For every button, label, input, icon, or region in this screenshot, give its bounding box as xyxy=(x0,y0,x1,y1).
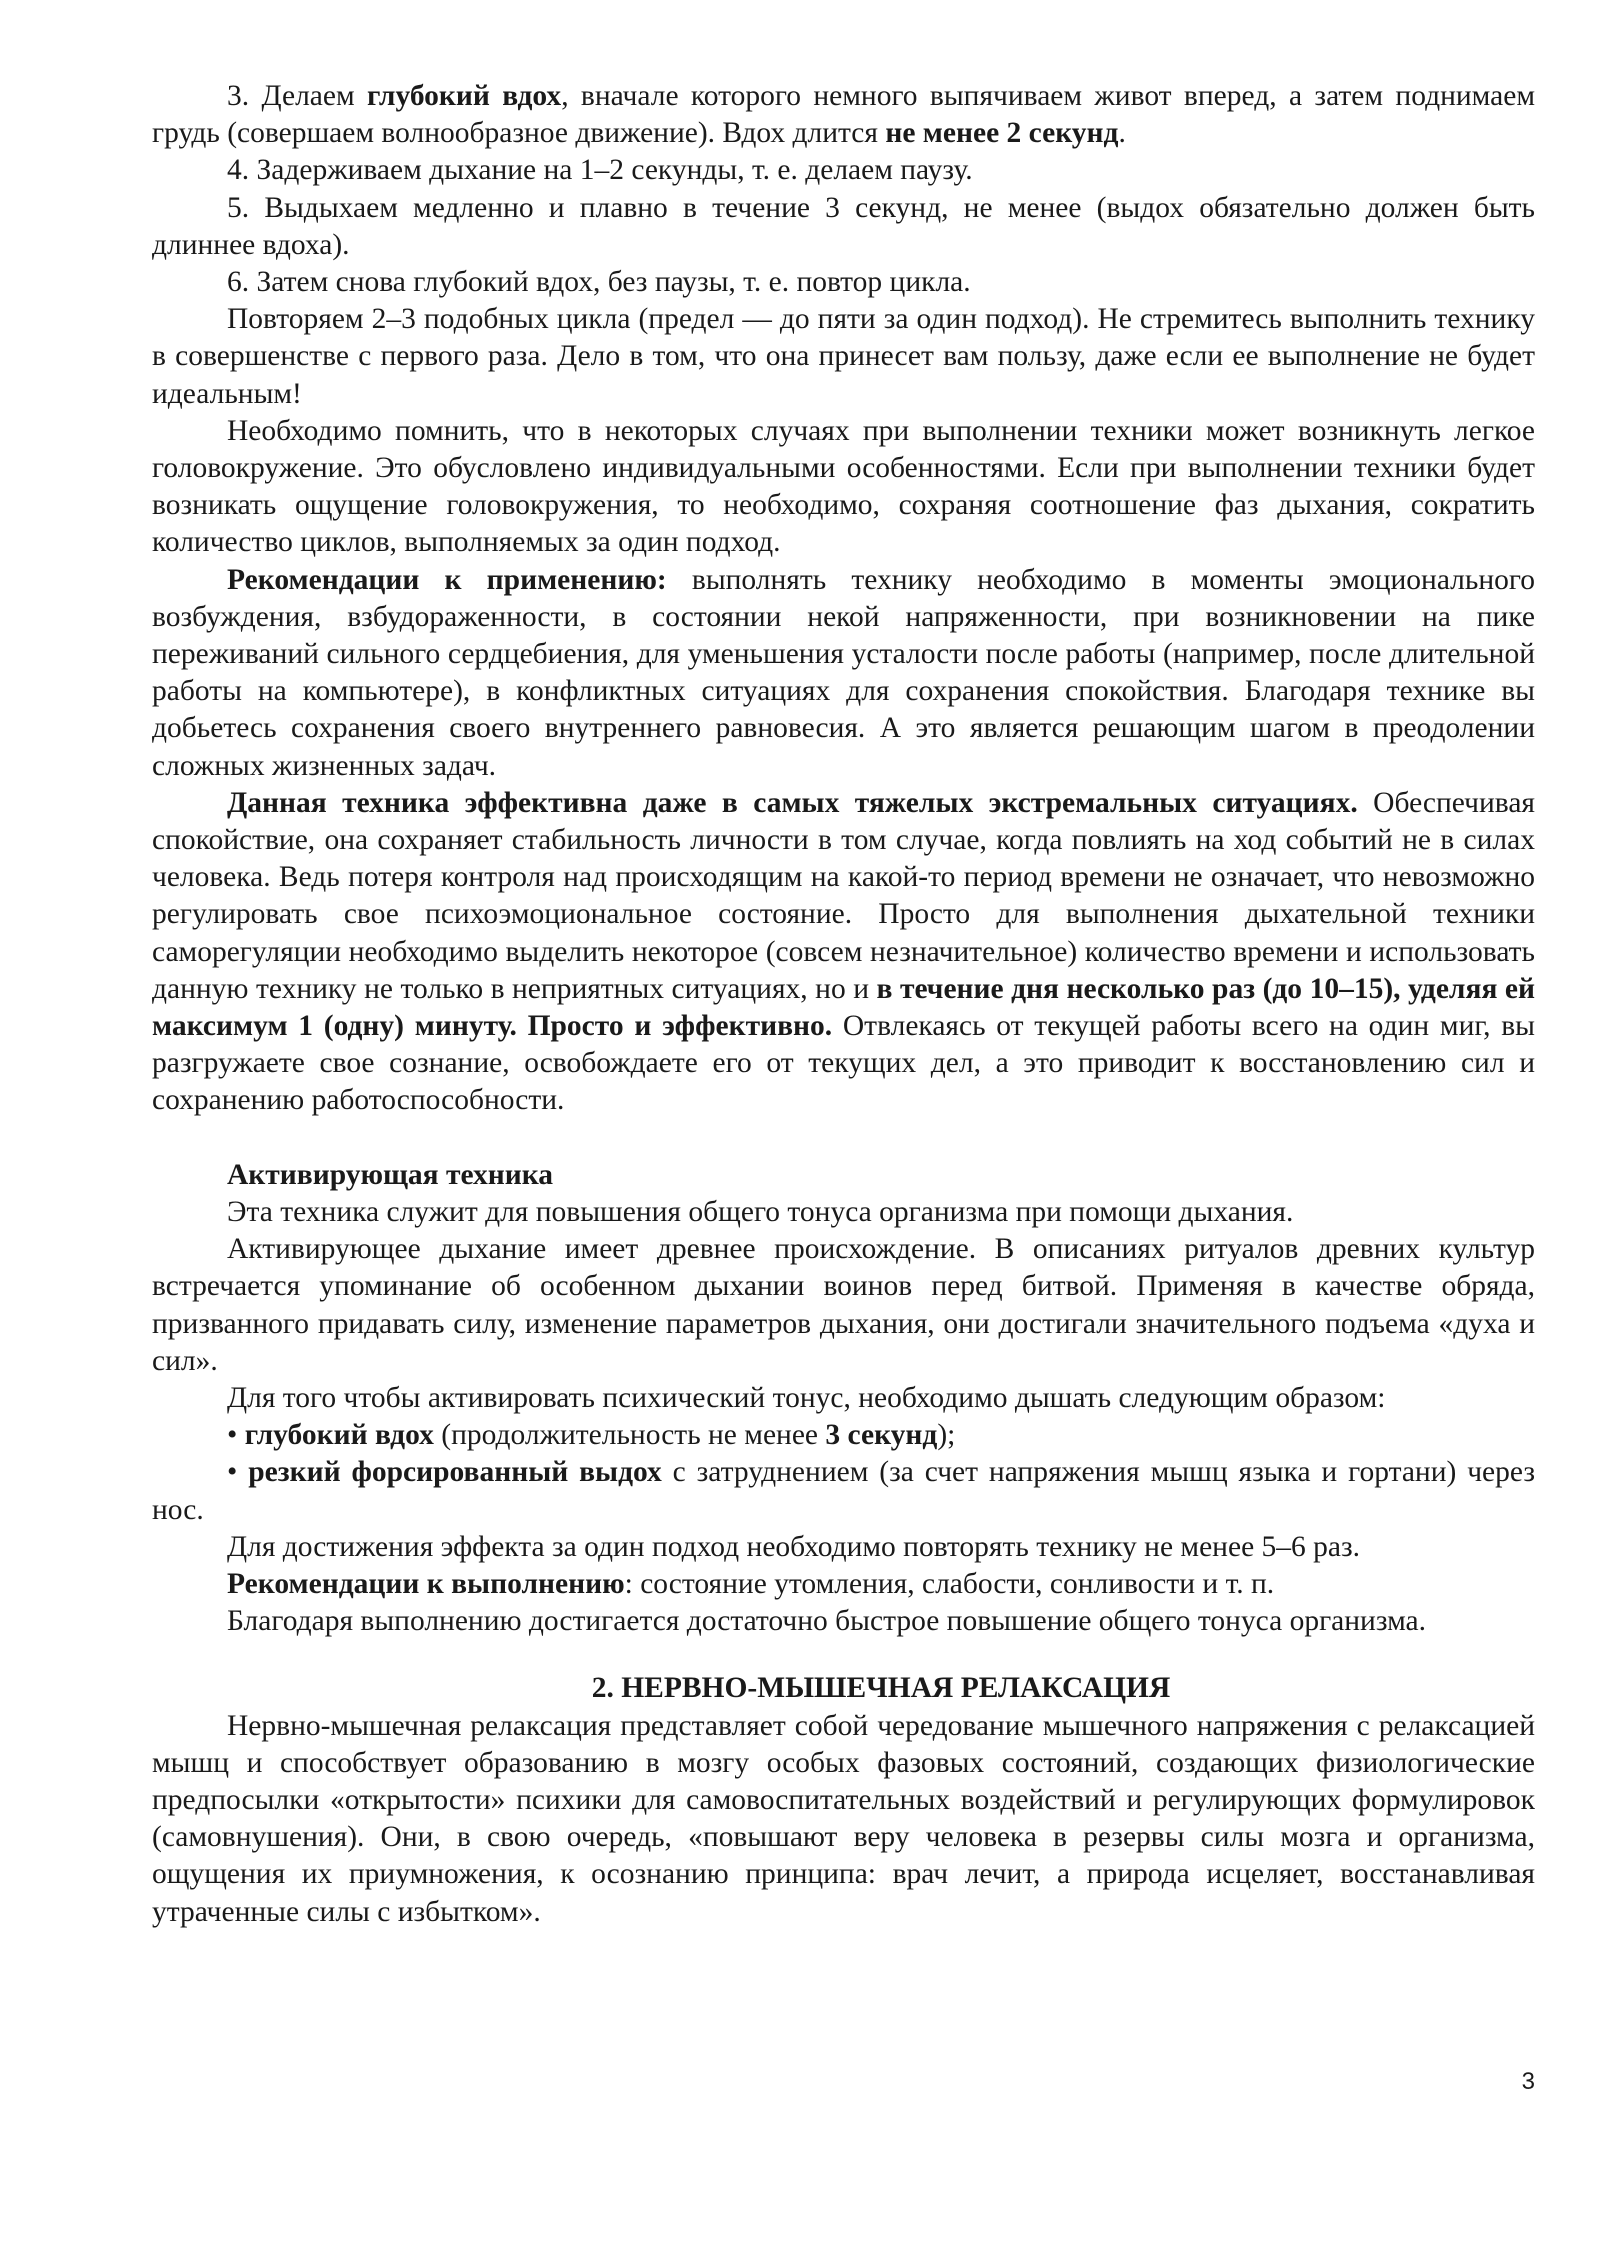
bold-text: в течение дня несколько раз (до 10–15), уделяя ей максимум 1 (одну) минуту. Просто и эффективно. xyxy=(152,972,1536,1043)
text-run: (продолжительность не менее xyxy=(433,1419,826,1452)
paragraph xyxy=(152,152,1535,189)
bold-text: глубокий вдох xyxy=(367,80,562,112)
spacer xyxy=(152,1120,1535,1157)
body-text-relaxation xyxy=(152,1708,1535,1931)
text-run: , вначале которого немного выпячиваем живот вперед, а затем поднимаем грудь (совершаем волнообразное движение). Вдох длится xyxy=(152,80,1536,150)
text-run: Благодаря выполнению достигается достаточно быстрое повышение общего тонуса организма. xyxy=(227,1605,1427,1638)
paragraph xyxy=(152,785,1535,1120)
paragraph xyxy=(152,301,1535,413)
paragraph xyxy=(152,1603,1535,1640)
paragraph xyxy=(152,1454,1535,1528)
document-page xyxy=(152,78,1535,1931)
page-number: 3 xyxy=(1521,2068,1535,2095)
bold-text: резкий форсированный выдох xyxy=(248,1456,662,1489)
text-run: . xyxy=(1118,117,1126,150)
text-run: 3. Делаем xyxy=(227,80,368,112)
bold-text: 3 секунд xyxy=(825,1419,938,1452)
text-run: ); xyxy=(937,1419,956,1452)
paragraph xyxy=(152,1231,1535,1380)
spacer xyxy=(152,1640,1535,1670)
paragraph xyxy=(152,1529,1535,1566)
text-run: Для достижения эффекта за один подход необходимо повторять технику не менее 5–6 раз. xyxy=(227,1530,1361,1563)
paragraph xyxy=(152,1194,1535,1231)
text-run: Отвлекаясь от текущей работы всего на один миг, вы разгружаете свое сознание, освобождаете его от текущих дел, а это приводит к восстановлению сил и сохранению работоспособности. xyxy=(152,1010,1535,1117)
text-run: выполнять технику необходимо в моменты эмоционального возбуждения, взбудораженности, в состоянии некой напряженности, при возникновении на пике переживаний сильного сердцебиения, для уменьшения усталости после работы (например, после длительной работы на компьютере), в конфликтных ситуациях для сохранения спокойствия. Благодаря технике вы добьетесь сохранения своего внутреннего равновесия. А это является решающим шагом в преодолении сложных жизненных задач. xyxy=(152,563,1536,782)
paragraph xyxy=(152,1566,1535,1603)
bold-text: глубокий вдох xyxy=(244,1419,434,1452)
section-heading-activating: Активирующая техника xyxy=(227,1158,554,1191)
bold-text: Данная техника эффективна даже в самых тяжелых экстремальных ситуациях. xyxy=(227,786,1358,819)
text-run: 6. Затем снова глубокий вдох, без паузы, т. е. повтор цикла. xyxy=(227,266,971,299)
text-run: • xyxy=(227,1419,245,1452)
text-run: Для того чтобы активировать психический тонус, необходимо дышать следующим образом: xyxy=(227,1381,1386,1414)
text-run: Обеспечивая спокойствие, она сохраняет стабильность личности в том случае, когда повлиять на ход событий не в силах человека. Ведь потеря контроля над происходящим на какой-то период времени не означает, что невозможно регулировать свое психоэмоциональное состояние. Просто для выполнения дыхательной техники саморегуляции необходимо выделить некоторое (совсем незначительное) количество времени и использовать данную технику не только в неприятных ситуациях, но и xyxy=(152,786,1535,1005)
bold-text: Рекомендации к применению: xyxy=(227,563,667,596)
paragraph xyxy=(152,1380,1535,1417)
paragraph xyxy=(152,1708,1535,1931)
text-run: • xyxy=(227,1456,249,1489)
paragraph xyxy=(152,1417,1535,1454)
section-heading-relaxation: 2. НЕРВНО-МЫШЕЧНАЯ РЕЛАКСАЦИЯ xyxy=(591,1672,1171,1705)
bold-text: Рекомендации к выполнению xyxy=(227,1567,625,1600)
body-text-top xyxy=(152,78,1535,1120)
paragraph xyxy=(152,562,1535,785)
text-run: Повторяем 2–3 подобных цикла (предел — до пяти за один подход). Не стремитесь выполнить технику в совершенстве с первого раза. Дело в том, что она принесет вам пользу, даже если ее выполнение не будет идеальным! xyxy=(152,303,1535,410)
text-run: 4. Задерживаем дыхание на 1–2 секунды, т. е. делаем паузу. xyxy=(227,154,973,187)
text-run: Активирующее дыхание имеет древнее происхождение. В описаниях ритуалов древних культур встречается упоминание об особенном дыхании воинов перед битвой. Применяя в качестве обряда, призванного придавать силу, изменение параметров дыхания, они достигали значительного подъема «духа и сил». xyxy=(152,1233,1535,1377)
text-run: Эта техника служит для повышения общего тонуса организма при помощи дыхания. xyxy=(227,1195,1294,1228)
paragraph xyxy=(152,413,1535,562)
text-run: : состояние утомления, слабости, сонливости и т. п. xyxy=(624,1567,1275,1600)
paragraph xyxy=(152,190,1535,264)
paragraph xyxy=(152,78,1535,152)
text-run: Нервно-мышечная релаксация представляет собой чередование мышечного напряжения с релаксацией мышц и способствует образованию в мозгу особых фазовых состояний, создающих физиологические предпосылки «открытости» психики для самовоспитательных воздействий и регулирующих формулировок (самовнушения). Они, в свою очередь, «повышают веру человека в резервы силы мозга и организма, ощущения их приумножения, к осознанию принципа: врач лечит, а природа исцеляет, восстанавливая утраченные силы с избытком». xyxy=(152,1709,1535,1928)
bold-text: не менее 2 секунд xyxy=(885,117,1119,150)
text-run: 5. Выдыхаем медленно и плавно в течение 3 секунд, не менее (выдох обязательно должен быть длиннее вдоха). xyxy=(152,191,1535,261)
text-run: Необходимо помнить, что в некоторых случаях при выполнении техники может возникнуть легкое головокружение. Это обусловлено индивидуальными особенностями. Если при выполнении техники будет возникать ощущение головокружения, то необходимо, сохраняя соотношение фаз дыхания, сократить количество циклов, выполняемых за один подход. xyxy=(152,414,1535,559)
paragraph xyxy=(152,264,1535,301)
body-text-activating xyxy=(152,1194,1535,1640)
text-run: с затруднением (за счет напряжения мышц языка и гортани) через нос. xyxy=(152,1456,1535,1526)
